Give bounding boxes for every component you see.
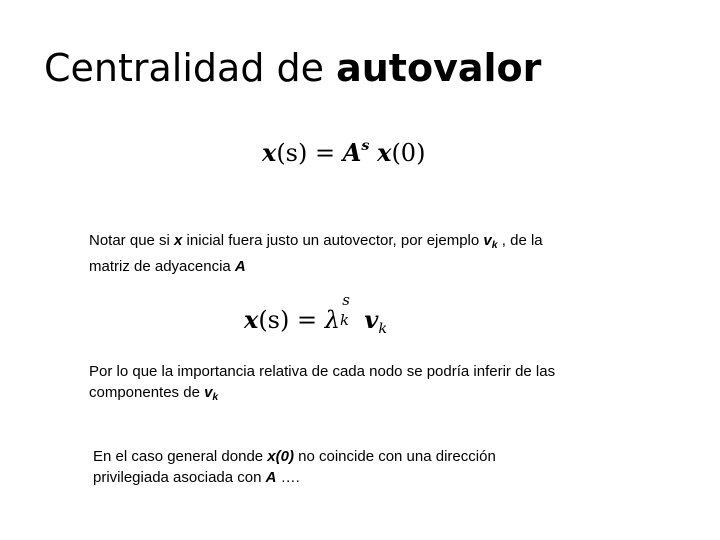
p1-text1: Notar que si [89, 232, 175, 249]
p3-A: A [265, 469, 277, 486]
eq1-lhs-arg: (s) [276, 139, 308, 167]
eq1-lhs-var: x [262, 138, 277, 167]
p2-v: v [204, 384, 213, 401]
slide-title [44, 44, 541, 92]
paragraph-general-case [93, 446, 653, 488]
p1-text3: , de la [497, 232, 543, 249]
eq1-rhs-var: x [377, 138, 392, 167]
eq2-lambda-scripts [339, 291, 357, 329]
p1-x: x [174, 232, 183, 249]
p1-v: v [483, 232, 492, 249]
p1-A: A [234, 258, 246, 276]
eq1-matrix: A [342, 138, 362, 167]
p3-text3: privilegiada asociada con [93, 469, 266, 486]
eq2-v-sub: k [378, 321, 388, 338]
eq1-equals: = [315, 139, 336, 167]
eq1-rhs-arg: (0) [391, 139, 426, 167]
paragraph-eigenvector-note [89, 230, 649, 277]
equation-power-iteration [262, 138, 425, 167]
equation-eigenvalue-scaling [244, 291, 388, 338]
p3-text4: …. [276, 469, 300, 486]
p2-k: k [212, 391, 219, 404]
p1-text4: matriz de adyacencia [89, 258, 235, 276]
p2-text2: componentes de [89, 384, 205, 401]
p1-text2: inicial fuera justo un autovector, por ejemplo [182, 232, 484, 249]
eq2-sub-k: k [339, 310, 349, 329]
p3-text1: En el caso general donde [93, 448, 268, 465]
eq2-v: v [364, 305, 379, 334]
p3-x0: x(0) [267, 448, 294, 465]
eq2-lhs-arg: (s) [258, 306, 290, 334]
p2-text1: Por lo que la importancia relativa de cada nodo se podría inferir de las [89, 363, 556, 380]
eq2-equals: = [297, 306, 318, 334]
eq2-lambda: λ [324, 306, 340, 334]
p1-k: k [491, 239, 498, 252]
eq2-lhs-var: x [244, 305, 259, 334]
p3-text2: no coincide con una dirección [293, 448, 496, 465]
eq2-sup-s: s [342, 291, 350, 310]
title-regular: Centralidad de [44, 46, 337, 90]
paragraph-relative-importance [89, 361, 649, 408]
title-bold: autovalor [336, 46, 542, 90]
eq1-exponent: s [361, 137, 370, 155]
